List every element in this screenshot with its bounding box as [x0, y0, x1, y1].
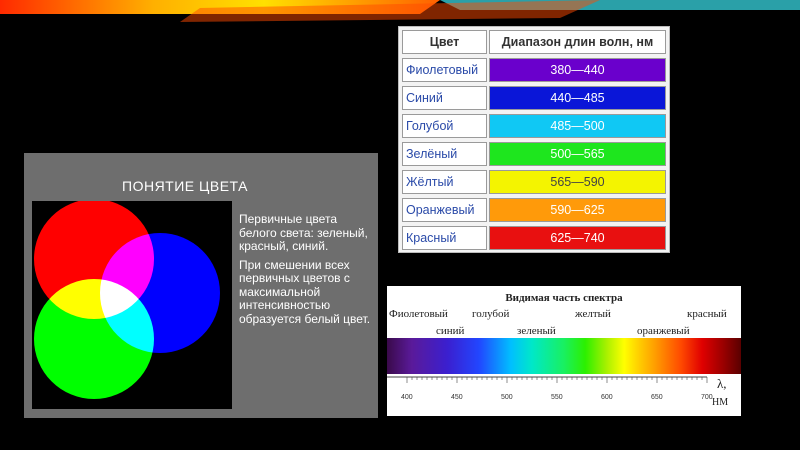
color-name-cell: Оранжевый: [402, 198, 487, 222]
rgb-venn-diagram: [32, 201, 232, 409]
green-circle: [34, 279, 154, 399]
spectrum-label-violet: Фиолетовый: [389, 308, 448, 320]
range-cell: 565—590: [489, 170, 666, 194]
spectrum-label-cyan: голубой: [472, 308, 510, 320]
table-row: [402, 170, 666, 194]
table-header: [402, 30, 666, 54]
table-row: [402, 58, 666, 82]
spectrum-bar: [387, 338, 741, 374]
bullet-mixing: При смешении всех первичных цветов с максимальной интенсивностью образуется белый цвет.: [239, 257, 371, 326]
concept-card: [24, 153, 378, 418]
range-cell: 440—485: [489, 86, 666, 110]
color-name-cell: Жёлтый: [402, 170, 487, 194]
tick-label: 500: [501, 394, 513, 401]
tick-label: 650: [651, 394, 663, 401]
range-cell: 485—500: [489, 114, 666, 138]
wavelength-scale: [387, 376, 741, 406]
tick-label: 700: [701, 394, 713, 401]
range-cell: 625—740: [489, 226, 666, 250]
tick-label: 600: [601, 394, 613, 401]
color-name-cell: Зелёный: [402, 142, 487, 166]
tick-label: 400: [401, 394, 413, 401]
color-name-cell: Красный: [402, 226, 487, 250]
spectrum-label-orange: оранжевый: [637, 325, 690, 337]
table-row: [402, 226, 666, 250]
table-row: [402, 114, 666, 138]
table-row: [402, 86, 666, 110]
table-row: [402, 198, 666, 222]
table-row: [402, 142, 666, 166]
color-name-cell: Синий: [402, 86, 487, 110]
card-title: ПОНЯТИЕ ЦВЕТА: [122, 178, 248, 194]
spectrum-label-blue: синий: [436, 325, 465, 337]
unit-label: НМ: [712, 397, 729, 408]
lambda-symbol: λ,: [717, 376, 727, 391]
color-name-cell: Голубой: [402, 114, 487, 138]
spectrum-figure: [387, 286, 741, 416]
range-cell: 380—440: [489, 58, 666, 82]
wavelength-table: [398, 26, 670, 253]
spectrum-label-green: зеленый: [517, 325, 556, 337]
bullet-primary: Первичные цвета белого света: зеленый, красный, синий.: [239, 212, 368, 253]
spectrum-title: Видимая часть спектра: [505, 292, 623, 304]
header-range: Диапазон длин волн, нм: [489, 30, 666, 54]
spectrum-label-red: красный: [687, 308, 727, 320]
range-cell: 500—565: [489, 142, 666, 166]
header-color: Цвет: [402, 30, 487, 54]
range-cell: 590—625: [489, 198, 666, 222]
color-name-cell: Фиолетовый: [402, 58, 487, 82]
bullets: [239, 213, 374, 331]
tick-label: 550: [551, 394, 563, 401]
spectrum-label-yellow: желтый: [575, 308, 611, 320]
tick-label: 450: [451, 394, 463, 401]
